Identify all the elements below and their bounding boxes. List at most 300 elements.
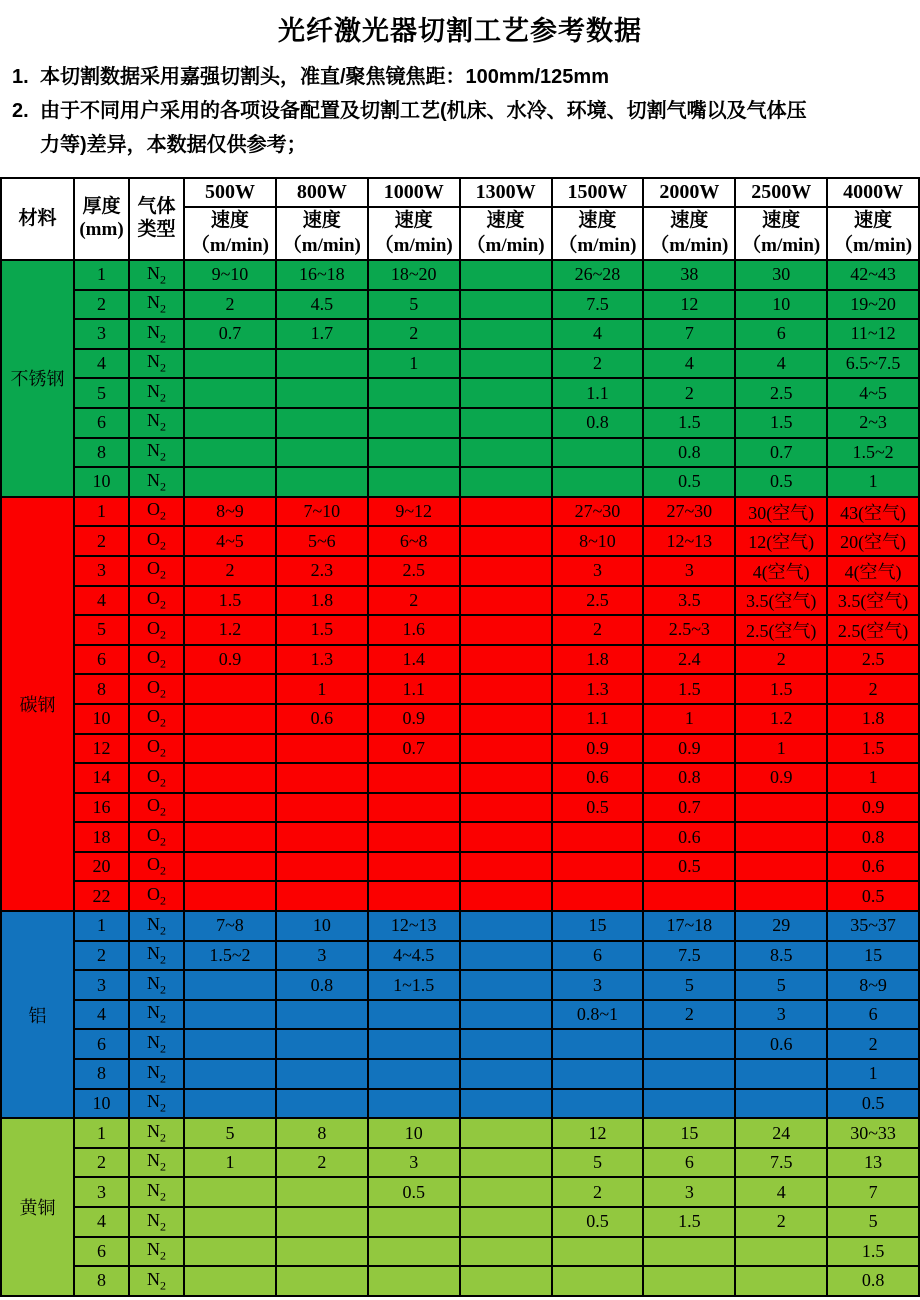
- speed-cell: 0.8: [827, 1266, 919, 1296]
- thickness-cell: 14: [74, 763, 129, 793]
- speed-cell: [552, 822, 644, 852]
- power-header: 2000W: [643, 178, 735, 207]
- thickness-cell: 6: [74, 1029, 129, 1059]
- speed-cell: 27~30: [643, 497, 735, 527]
- table-row: [1, 645, 919, 675]
- speed-cell: 2: [184, 290, 276, 320]
- speed-cell: [552, 467, 644, 497]
- speed-cell: [184, 1000, 276, 1030]
- speed-cell: 0.8: [552, 408, 644, 438]
- thickness-cell: 10: [74, 704, 129, 734]
- speed-cell: [735, 1089, 827, 1119]
- speed-cell: [460, 290, 552, 320]
- speed-cell: [276, 763, 368, 793]
- speed-cell: 2: [827, 1029, 919, 1059]
- speed-cell: [735, 1237, 827, 1267]
- speed-cell: [368, 1029, 460, 1059]
- thickness-cell: 6: [74, 408, 129, 438]
- speed-cell: 1: [184, 1148, 276, 1178]
- thickness-cell: 2: [74, 290, 129, 320]
- speed-cell: [552, 1029, 644, 1059]
- thickness-cell: 4: [74, 1207, 129, 1237]
- speed-cell: 10: [368, 1118, 460, 1148]
- speed-cell: 5: [552, 1148, 644, 1178]
- speed-cell: [368, 1000, 460, 1030]
- gas-header-line2: 类型: [137, 219, 176, 240]
- thickness-cell: 5: [74, 615, 129, 645]
- speed-cell: [276, 1089, 368, 1119]
- speed-cell: [460, 438, 552, 468]
- speed-cell: [643, 1237, 735, 1267]
- speed-cell: 8~9: [827, 970, 919, 1000]
- power-header: 500W: [184, 178, 276, 207]
- speed-cell: [735, 881, 827, 911]
- speed-cell: 0.6: [276, 704, 368, 734]
- gas-cell: $N_2$: [129, 1207, 184, 1237]
- gas-cell: $N_2$: [129, 260, 184, 290]
- speed-cell: 0.7: [735, 438, 827, 468]
- speed-cell: 1.1: [552, 378, 644, 408]
- speed-cell: [184, 881, 276, 911]
- speed-cell: [276, 1177, 368, 1207]
- speed-cell: 3.5(空气): [735, 586, 827, 616]
- speed-cell: 1.5: [735, 408, 827, 438]
- thickness-header-line2: (mm): [79, 219, 124, 240]
- speed-cell: [184, 704, 276, 734]
- speed-cell: 1: [827, 467, 919, 497]
- speed-cell: 0.9: [184, 645, 276, 675]
- gas-cell: $N_2$: [129, 1237, 184, 1267]
- power-header: 1000W: [368, 178, 460, 207]
- table-row: [1, 881, 919, 911]
- speed-cell: 1.3: [552, 674, 644, 704]
- thickness-header: [74, 178, 129, 260]
- speed-cell: [643, 1266, 735, 1296]
- speed-cell: 0.8: [827, 822, 919, 852]
- speed-header: 速度 （m/min): [184, 207, 276, 260]
- speed-cell: 7.5: [552, 290, 644, 320]
- speed-cell: 2.5: [552, 586, 644, 616]
- table-row: [1, 1148, 919, 1178]
- thickness-cell: 6: [74, 1237, 129, 1267]
- speed-cell: 1.5: [276, 615, 368, 645]
- speed-cell: [460, 1029, 552, 1059]
- gas-cell: $N_2$: [129, 911, 184, 941]
- thickness-cell: 3: [74, 970, 129, 1000]
- speed-cell: [368, 438, 460, 468]
- speed-cell: 6: [735, 319, 827, 349]
- speed-cell: 30~33: [827, 1118, 919, 1148]
- speed-cell: [368, 1237, 460, 1267]
- gas-cell: $O_2$: [129, 822, 184, 852]
- speed-cell: 4~5: [827, 378, 919, 408]
- speed-cell: [460, 260, 552, 290]
- speed-cell: [368, 793, 460, 823]
- speed-cell: [460, 467, 552, 497]
- speed-cell: 2: [368, 586, 460, 616]
- speed-cell: 1.8: [276, 586, 368, 616]
- speed-cell: [184, 1029, 276, 1059]
- speed-cell: 3: [552, 970, 644, 1000]
- speed-cell: 42~43: [827, 260, 919, 290]
- gas-cell: $N_2$: [129, 1059, 184, 1089]
- speed-cell: [368, 1266, 460, 1296]
- thickness-cell: 20: [74, 852, 129, 882]
- speed-header: 速度 （m/min): [368, 207, 460, 260]
- speed-cell: [276, 1266, 368, 1296]
- speed-cell: 6: [552, 941, 644, 971]
- table-row: [1, 526, 919, 556]
- speed-cell: 16~18: [276, 260, 368, 290]
- speed-cell: 0.9: [368, 704, 460, 734]
- gas-cell: $O_2$: [129, 734, 184, 764]
- speed-cell: 2.4: [643, 645, 735, 675]
- thickness-cell: 4: [74, 1000, 129, 1030]
- speed-header: 速度 （m/min): [276, 207, 368, 260]
- speed-cell: 4: [735, 349, 827, 379]
- speed-cell: [735, 1266, 827, 1296]
- speed-cell: 2.5(空气): [735, 615, 827, 645]
- speed-cell: [460, 852, 552, 882]
- speed-cell: 3.5(空气): [827, 586, 919, 616]
- thickness-cell: 8: [74, 1059, 129, 1089]
- speed-cell: [460, 734, 552, 764]
- speed-cell: [460, 1266, 552, 1296]
- speed-cell: 7.5: [735, 1148, 827, 1178]
- gas-cell: $O_2$: [129, 763, 184, 793]
- speed-cell: 3: [368, 1148, 460, 1178]
- speed-cell: 0.7: [368, 734, 460, 764]
- speed-cell: 0.7: [184, 319, 276, 349]
- speed-cell: 1.7: [276, 319, 368, 349]
- thickness-cell: 8: [74, 438, 129, 468]
- thickness-cell: 10: [74, 467, 129, 497]
- table-row: [1, 1118, 919, 1148]
- speed-cell: 1: [735, 734, 827, 764]
- speed-cell: [276, 408, 368, 438]
- gas-cell: $N_2$: [129, 290, 184, 320]
- speed-cell: 2: [184, 556, 276, 586]
- speed-cell: 2: [552, 1177, 644, 1207]
- table-row: [1, 1059, 919, 1089]
- speed-cell: [460, 911, 552, 941]
- speed-cell: 0.9: [552, 734, 644, 764]
- speed-cell: 0.8: [643, 763, 735, 793]
- thickness-cell: 2: [74, 941, 129, 971]
- speed-cell: [460, 1059, 552, 1089]
- speed-cell: 0.9: [643, 734, 735, 764]
- speed-cell: 1.5: [643, 674, 735, 704]
- speed-cell: 0.8: [276, 970, 368, 1000]
- speed-cell: 1: [643, 704, 735, 734]
- speed-cell: 2.5(空气): [827, 615, 919, 645]
- speed-cell: 1.3: [276, 645, 368, 675]
- speed-cell: 1: [368, 349, 460, 379]
- thickness-cell: 3: [74, 1177, 129, 1207]
- table-row: [1, 438, 919, 468]
- speed-header: 速度 （m/min): [735, 207, 827, 260]
- thickness-cell: 8: [74, 674, 129, 704]
- table-row: [1, 319, 919, 349]
- speed-cell: 1.8: [552, 645, 644, 675]
- gas-cell: $N_2$: [129, 467, 184, 497]
- thickness-cell: 22: [74, 881, 129, 911]
- power-header: 800W: [276, 178, 368, 207]
- table-row: [1, 734, 919, 764]
- speed-cell: 19~20: [827, 290, 919, 320]
- gas-cell: $N_2$: [129, 1177, 184, 1207]
- speed-cell: [276, 1237, 368, 1267]
- speed-cell: 1.5: [735, 674, 827, 704]
- speed-cell: [460, 586, 552, 616]
- speed-cell: 8.5: [735, 941, 827, 971]
- speed-cell: 11~12: [827, 319, 919, 349]
- speed-cell: 2.5: [827, 645, 919, 675]
- page-title: 光纤激光器切割工艺参考数据: [278, 16, 642, 46]
- speed-cell: 4(空气): [735, 556, 827, 586]
- speed-cell: 7: [643, 319, 735, 349]
- speed-cell: 2.3: [276, 556, 368, 586]
- speed-cell: [368, 1207, 460, 1237]
- gas-cell: $O_2$: [129, 881, 184, 911]
- speed-cell: [276, 1029, 368, 1059]
- thickness-cell: 1: [74, 260, 129, 290]
- speed-cell: 0.5: [552, 1207, 644, 1237]
- speed-cell: 7.5: [643, 941, 735, 971]
- speed-cell: [460, 1237, 552, 1267]
- speed-cell: [184, 763, 276, 793]
- speed-cell: [643, 1029, 735, 1059]
- speed-cell: 15: [643, 1118, 735, 1148]
- speed-cell: [184, 734, 276, 764]
- speed-cell: 2: [827, 674, 919, 704]
- speed-cell: 30: [735, 260, 827, 290]
- speed-cell: [276, 378, 368, 408]
- speed-cell: 2: [735, 645, 827, 675]
- speed-cell: 12: [643, 290, 735, 320]
- speed-cell: 10: [735, 290, 827, 320]
- thickness-cell: 12: [74, 734, 129, 764]
- power-header: 1500W: [552, 178, 644, 207]
- gas-cell: $O_2$: [129, 674, 184, 704]
- speed-cell: [735, 822, 827, 852]
- speed-cell: [276, 734, 368, 764]
- speed-cell: 3: [643, 1177, 735, 1207]
- speed-cell: [276, 822, 368, 852]
- speed-cell: 29: [735, 911, 827, 941]
- speed-cell: 0.5: [643, 467, 735, 497]
- speed-cell: 1.5~2: [184, 941, 276, 971]
- speed-cell: 1.5~2: [827, 438, 919, 468]
- speed-cell: 2.5: [368, 556, 460, 586]
- speed-cell: [460, 378, 552, 408]
- speed-cell: [184, 970, 276, 1000]
- speed-cell: 2: [552, 615, 644, 645]
- speed-cell: [368, 852, 460, 882]
- speed-cell: 12(空气): [735, 526, 827, 556]
- speed-cell: 2: [368, 319, 460, 349]
- table-row: [1, 1089, 919, 1119]
- speed-cell: [368, 881, 460, 911]
- speed-cell: [184, 378, 276, 408]
- speed-cell: 18~20: [368, 260, 460, 290]
- speed-cell: [368, 1089, 460, 1119]
- speed-cell: 2: [276, 1148, 368, 1178]
- note-number: 1.: [12, 66, 29, 88]
- speed-cell: [184, 1059, 276, 1089]
- thickness-cell: 2: [74, 1148, 129, 1178]
- gas-cell: $O_2$: [129, 852, 184, 882]
- speed-cell: [184, 1177, 276, 1207]
- speed-cell: 3: [643, 556, 735, 586]
- speed-cell: [184, 822, 276, 852]
- speed-cell: [276, 852, 368, 882]
- speed-cell: 0.6: [643, 822, 735, 852]
- speed-cell: [460, 1000, 552, 1030]
- gas-cell: $O_2$: [129, 615, 184, 645]
- speed-cell: 7~10: [276, 497, 368, 527]
- speed-cell: 4~5: [184, 526, 276, 556]
- thickness-cell: 1: [74, 911, 129, 941]
- speed-cell: 0.9: [735, 763, 827, 793]
- speed-cell: [735, 1059, 827, 1089]
- material-cell: 不锈钢: [1, 260, 74, 497]
- speed-cell: [184, 1207, 276, 1237]
- speed-cell: [368, 763, 460, 793]
- table-row: [1, 763, 919, 793]
- speed-header: 速度 （m/min): [643, 207, 735, 260]
- speed-cell: [276, 881, 368, 911]
- speed-cell: [460, 1177, 552, 1207]
- speed-cell: 1.5: [827, 1237, 919, 1267]
- speed-cell: 1.5: [643, 1207, 735, 1237]
- material-cell: 铝: [1, 911, 74, 1118]
- gas-cell: $N_2$: [129, 1089, 184, 1119]
- thickness-cell: 3: [74, 556, 129, 586]
- gas-cell: $N_2$: [129, 941, 184, 971]
- speed-cell: [460, 615, 552, 645]
- speed-cell: [184, 674, 276, 704]
- speed-cell: [276, 467, 368, 497]
- speed-cell: 0.6: [827, 852, 919, 882]
- gas-cell: $O_2$: [129, 526, 184, 556]
- table-row: [1, 1207, 919, 1237]
- speed-cell: 4~4.5: [368, 941, 460, 971]
- process-table: [0, 177, 920, 1297]
- speed-cell: [552, 1059, 644, 1089]
- speed-cell: [552, 881, 644, 911]
- speed-cell: 35~37: [827, 911, 919, 941]
- gas-cell: $N_2$: [129, 1029, 184, 1059]
- thickness-header-line1: 厚度: [82, 196, 121, 218]
- gas-cell: $N_2$: [129, 438, 184, 468]
- thickness-cell: 3: [74, 319, 129, 349]
- speed-cell: [460, 349, 552, 379]
- speed-cell: [184, 852, 276, 882]
- speed-cell: 1.1: [368, 674, 460, 704]
- speed-cell: 1.4: [368, 645, 460, 675]
- speed-cell: 1.8: [827, 704, 919, 734]
- speed-cell: 30(空气): [735, 497, 827, 527]
- speed-cell: [184, 1089, 276, 1119]
- gas-type-header: [129, 178, 184, 260]
- speed-cell: [735, 793, 827, 823]
- speed-cell: 13: [827, 1148, 919, 1178]
- speed-cell: [460, 408, 552, 438]
- speed-cell: 8: [276, 1118, 368, 1148]
- table-row: [1, 349, 919, 379]
- speed-cell: 0.5: [643, 852, 735, 882]
- speed-cell: 2: [643, 1000, 735, 1030]
- speed-cell: 8~9: [184, 497, 276, 527]
- speed-cell: 9~10: [184, 260, 276, 290]
- speed-cell: [368, 467, 460, 497]
- table-row: [1, 1029, 919, 1059]
- speed-cell: [460, 763, 552, 793]
- speed-cell: [643, 1089, 735, 1119]
- speed-cell: [552, 1266, 644, 1296]
- speed-cell: 0.7: [643, 793, 735, 823]
- speed-cell: [184, 349, 276, 379]
- thickness-cell: 6: [74, 645, 129, 675]
- speed-cell: 2: [643, 378, 735, 408]
- speed-cell: 7~8: [184, 911, 276, 941]
- gas-cell: $O_2$: [129, 556, 184, 586]
- speed-cell: 5: [735, 970, 827, 1000]
- gas-cell: $N_2$: [129, 349, 184, 379]
- speed-cell: [276, 1000, 368, 1030]
- gas-cell: $N_2$: [129, 378, 184, 408]
- speed-cell: 1.6: [368, 615, 460, 645]
- speed-cell: 38: [643, 260, 735, 290]
- speed-cell: 1.5: [184, 586, 276, 616]
- speed-cell: 5: [643, 970, 735, 1000]
- speed-cell: 1.2: [735, 704, 827, 734]
- gas-cell: $N_2$: [129, 1148, 184, 1178]
- speed-cell: [184, 1266, 276, 1296]
- speed-cell: 0.8~1: [552, 1000, 644, 1030]
- speed-cell: 0.5: [368, 1177, 460, 1207]
- speed-cell: [368, 822, 460, 852]
- speed-cell: [643, 881, 735, 911]
- speed-cell: 20(空气): [827, 526, 919, 556]
- gas-cell: $N_2$: [129, 970, 184, 1000]
- speed-cell: 1.5: [827, 734, 919, 764]
- speed-cell: 1: [827, 763, 919, 793]
- speed-cell: 4: [643, 349, 735, 379]
- speed-cell: [552, 852, 644, 882]
- speed-cell: [276, 793, 368, 823]
- speed-cell: 24: [735, 1118, 827, 1148]
- material-cell: 黄铜: [1, 1118, 74, 1296]
- table-row: [1, 1000, 919, 1030]
- speed-cell: 6.5~7.5: [827, 349, 919, 379]
- speed-cell: 1.2: [184, 615, 276, 645]
- speed-cell: 4(空气): [827, 556, 919, 586]
- speed-cell: 0.6: [552, 763, 644, 793]
- speed-cell: 6~8: [368, 526, 460, 556]
- speed-cell: [460, 645, 552, 675]
- gas-cell: $O_2$: [129, 497, 184, 527]
- speed-cell: 2: [552, 349, 644, 379]
- speed-cell: 12~13: [368, 911, 460, 941]
- speed-cell: [184, 1237, 276, 1267]
- table-row: [1, 1266, 919, 1296]
- speed-cell: 1: [827, 1059, 919, 1089]
- table-row: [1, 793, 919, 823]
- speed-cell: 8~10: [552, 526, 644, 556]
- speed-cell: 12: [552, 1118, 644, 1148]
